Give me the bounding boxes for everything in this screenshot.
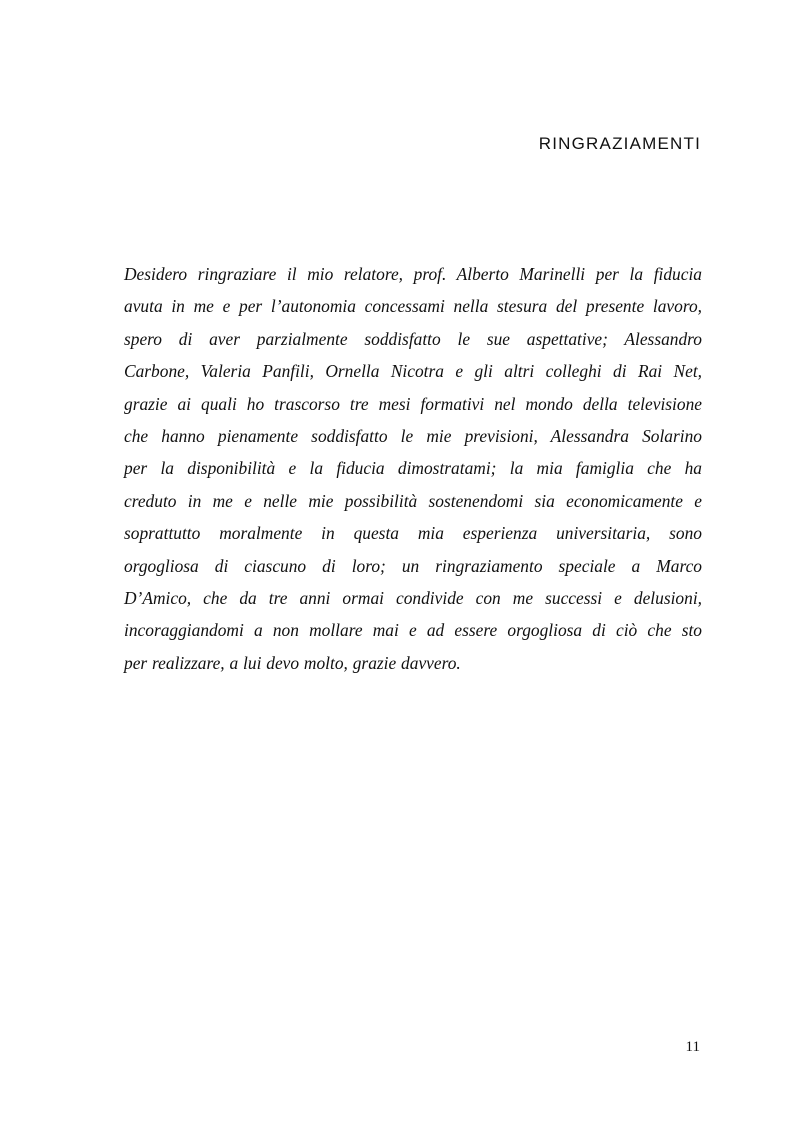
paragraph-line: soprattutto moralmente in questa mia esperienza universitaria, sono — [124, 523, 702, 544]
paragraph-line: orgogliosa di ciascuno di loro; un ringraziamento speciale a Marco — [124, 555, 702, 576]
page-number: 11 — [685, 1039, 700, 1055]
paragraph-line: per la disponibilità e la fiducia dimostratami; la mia famiglia che ha — [124, 458, 702, 479]
paragraph-line: Carbone, Valeria Panfili, Ornella Nicotra e gli altri colleghi di Rai Net, — [124, 361, 702, 382]
page-title: RINGRAZIAMENTI — [538, 134, 701, 153]
paragraph-line: D’Amico, che da tre anni ormai condivide con me successi e delusioni, — [124, 587, 702, 608]
paragraph-line: Desidero ringraziare il mio relatore, prof. Alberto Marinelli per la fiducia — [124, 264, 702, 284]
paragraph-line: creduto in me e nelle mie possibilità sostenendomi sia economicamente e — [124, 490, 702, 511]
paragraph-line: per realizzare, a lui devo molto, grazie davvero. — [124, 652, 461, 673]
acknowledgements-paragraph — [124, 258, 702, 679]
paragraph-line: incoraggiandomi a non mollare mai e ad essere orgogliosa di ciò che sto — [124, 620, 702, 641]
paragraph-line: spero di aver parzialmente soddisfatto le sue aspettative; Alessandro — [124, 328, 702, 349]
paragraph-line: avuta in me e per l’autonomia concessami nella stesura del presente lavoro, — [124, 296, 702, 317]
paragraph-line: che hanno pienamente soddisfatto le mie previsioni, Alessandra Solarino — [124, 425, 702, 446]
paragraph-line: grazie ai quali ho trascorso tre mesi formativi nel mondo della televisione — [124, 393, 702, 414]
